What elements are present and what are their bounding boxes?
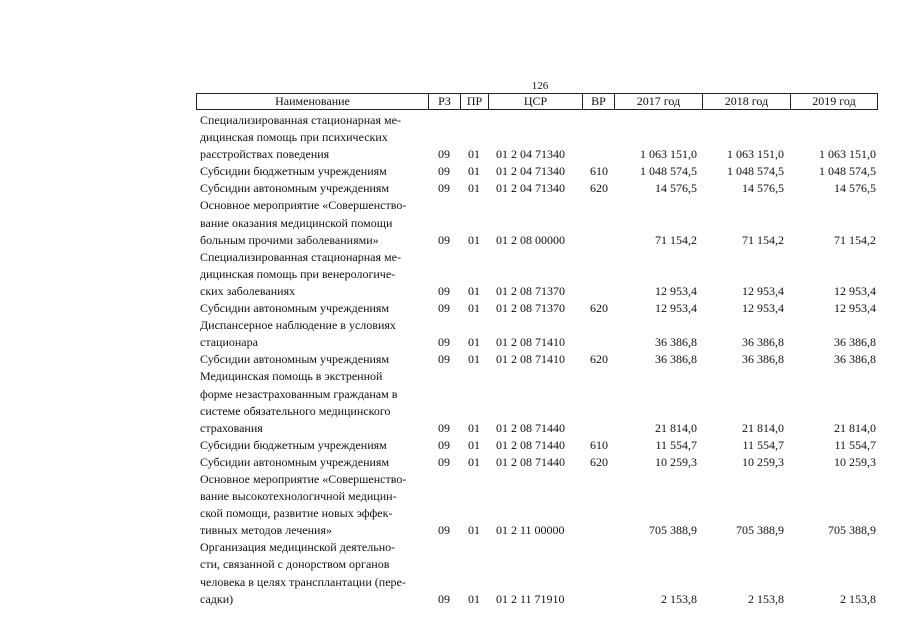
cell-rz: 09 <box>438 335 450 350</box>
row-name-line: больным прочими заболеваниями» <box>200 232 379 247</box>
cell-csr: 01 2 08 71410 <box>496 352 565 367</box>
cell-pr: 01 <box>468 437 480 452</box>
cell-pr: 01 <box>468 301 480 316</box>
cell-csr: 01 2 08 71440 <box>496 454 565 469</box>
row-name <box>200 454 428 471</box>
cell-pr: 01 <box>468 523 480 538</box>
cell-csr: 01 2 08 00000 <box>496 232 565 247</box>
cell-2017: 2 153,8 <box>661 591 697 606</box>
row-name-line: ских заболеваниях <box>200 283 296 298</box>
column-header-2019: 2019 год <box>812 94 856 108</box>
row-name-line: Основное мероприятие «Совершенство- <box>200 471 407 486</box>
cell-2017: 705 388,9 <box>649 523 697 538</box>
cell-pr: 01 <box>468 352 480 367</box>
column-header-2017: 2017 год <box>615 94 703 109</box>
cell-csr: 01 2 08 71370 <box>496 283 565 298</box>
cell-2018: 2 153,8 <box>748 591 784 606</box>
cell-pr: 01 <box>468 454 480 469</box>
table-row <box>200 471 880 539</box>
cell-rz: 09 <box>438 523 450 538</box>
cell-rz: 09 <box>438 283 450 298</box>
cell-pr: 01 <box>468 283 480 298</box>
cell-2019: 36 386,8 <box>834 352 876 367</box>
cell-csr: 01 2 11 71910 <box>496 591 565 606</box>
column-header-rz: РЗ <box>429 94 461 109</box>
row-name <box>200 163 428 180</box>
table-row <box>200 180 880 197</box>
row-name-line: Специализированная стационарная ме- <box>200 113 401 127</box>
cell-pr: 01 <box>468 181 480 196</box>
row-name-line: Субсидии бюджетным учреждениям <box>200 164 387 179</box>
cell-2017: 36 386,8 <box>655 335 697 350</box>
cell-2017: 21 814,0 <box>655 420 697 435</box>
row-name-line: страхования <box>200 420 263 435</box>
column-header-name: Наименование <box>197 94 429 109</box>
cell-2019: 705 388,9 <box>828 523 876 538</box>
cell-2017: 1 048 574,5 <box>640 164 697 179</box>
row-name-line: вание оказания медицинской помощи <box>200 215 393 230</box>
cell-2019: 21 814,0 <box>834 420 876 435</box>
cell-pr: 01 <box>468 232 480 247</box>
row-name-line: ской помощи, развитие новых эффек- <box>200 506 393 521</box>
row-name <box>200 249 428 300</box>
cell-2018: 1 048 574,5 <box>727 164 784 179</box>
cell-pr: 01 <box>468 591 480 606</box>
cell-2018: 36 386,8 <box>742 352 784 367</box>
cell-2018: 10 259,3 <box>742 454 784 469</box>
cell-2019: 1 063 151,0 <box>819 147 876 162</box>
cell-vr: 620 <box>590 181 608 196</box>
row-name-line: стационара <box>200 335 258 350</box>
cell-csr: 01 2 11 00000 <box>496 523 565 538</box>
cell-2019: 11 554,7 <box>834 437 876 452</box>
row-name <box>200 471 428 539</box>
cell-pr: 01 <box>468 420 480 435</box>
cell-pr: 01 <box>468 335 480 350</box>
row-name-line: Субсидии автономным учреждениям <box>200 352 390 367</box>
cell-rz: 09 <box>438 591 450 606</box>
table-row <box>200 317 880 351</box>
cell-2017: 1 063 151,0 <box>640 147 697 162</box>
cell-csr: 01 2 08 71440 <box>496 420 565 435</box>
row-name-line: Субсидии бюджетным учреждениям <box>200 437 387 452</box>
row-name-line: дицинская помощь при психических <box>200 130 388 145</box>
row-name <box>200 437 428 454</box>
table-row <box>200 197 880 248</box>
cell-2018: 12 953,4 <box>742 301 784 316</box>
cell-2019: 36 386,8 <box>834 335 876 350</box>
row-name-line: Субсидии автономным учреждениям <box>200 454 390 469</box>
cell-pr: 01 <box>468 164 480 179</box>
cell-2018: 36 386,8 <box>742 335 784 350</box>
cell-csr: 01 2 04 71340 <box>496 181 565 196</box>
cell-2017: 71 154,2 <box>655 232 697 247</box>
table-body <box>200 112 880 608</box>
cell-rz: 09 <box>438 181 450 196</box>
row-name-line: Основное мероприятие «Совершенство- <box>200 198 407 213</box>
cell-rz: 09 <box>438 232 450 247</box>
cell-rz: 09 <box>438 437 450 452</box>
cell-2017: 14 576,5 <box>655 181 697 196</box>
column-header-csr: ЦСР <box>489 94 583 109</box>
cell-vr: 610 <box>590 437 608 452</box>
row-name <box>200 197 428 248</box>
cell-rz: 09 <box>438 352 450 367</box>
cell-2017: 12 953,4 <box>655 301 697 316</box>
cell-2019: 1 048 574,5 <box>819 164 876 179</box>
table-row <box>200 300 880 317</box>
cell-csr: 01 2 08 71410 <box>496 335 565 350</box>
column-header-pr: ПР <box>461 94 489 109</box>
table-row <box>200 351 880 368</box>
cell-rz: 09 <box>438 301 450 316</box>
row-name-line: расстройствах поведения <box>200 147 330 162</box>
cell-2017: 11 554,7 <box>655 437 697 452</box>
column-header-vr: ВР <box>583 94 615 109</box>
row-name <box>200 368 428 436</box>
cell-2019: 71 154,2 <box>834 232 876 247</box>
cell-csr: 01 2 08 71440 <box>496 437 565 452</box>
row-name <box>200 112 428 163</box>
cell-csr: 01 2 04 71340 <box>496 147 565 162</box>
cell-2018: 705 388,9 <box>736 523 784 538</box>
row-name-line: сти, связанной с донорством органов <box>200 557 390 572</box>
row-name <box>200 351 428 368</box>
cell-csr: 01 2 04 71340 <box>496 164 565 179</box>
row-name-line: дицинская помощь при венерологиче- <box>200 266 396 281</box>
table-row <box>200 112 880 163</box>
cell-2018: 14 576,5 <box>742 181 784 196</box>
cell-rz: 09 <box>438 164 450 179</box>
table-row <box>200 539 880 607</box>
page-number: 126 <box>531 80 549 92</box>
row-name-line: системе обязательного медицинского <box>200 403 391 418</box>
table-row <box>200 249 880 300</box>
cell-2019: 14 576,5 <box>834 181 876 196</box>
cell-rz: 09 <box>438 420 450 435</box>
cell-vr: 620 <box>590 454 608 469</box>
row-name-line: Специализированная стационарная ме- <box>200 249 401 264</box>
row-name-line: Диспансерное наблюдение в условиях <box>200 318 396 333</box>
row-name-line: Субсидии автономным учреждениям <box>200 301 390 316</box>
cell-2019: 2 153,8 <box>840 591 876 606</box>
cell-vr: 610 <box>590 164 608 179</box>
row-name-line: человека в целях трансплантации (пере- <box>200 574 406 589</box>
cell-2018: 1 063 151,0 <box>727 147 784 162</box>
cell-2018: 21 814,0 <box>742 420 784 435</box>
cell-2019: 10 259,3 <box>834 454 876 469</box>
cell-2017: 10 259,3 <box>655 454 697 469</box>
table-row <box>200 163 880 180</box>
row-name <box>200 300 428 317</box>
table-header <box>196 93 878 110</box>
cell-2019: 12 953,4 <box>834 283 876 298</box>
row-name-line: форме незастрахованным гражданам в <box>200 386 398 401</box>
row-name <box>200 317 428 351</box>
column-header-2018: 2018 год <box>703 94 791 109</box>
row-name-line: тивных методов лечения» <box>200 523 332 538</box>
row-name-line: Организация медицинской деятельно- <box>200 540 396 555</box>
table-row <box>200 454 880 471</box>
cell-2018: 11 554,7 <box>742 437 784 452</box>
cell-2017: 36 386,8 <box>655 352 697 367</box>
row-name-line: садки) <box>200 591 234 606</box>
cell-2017: 12 953,4 <box>655 283 697 298</box>
cell-rz: 09 <box>438 147 450 162</box>
cell-csr: 01 2 08 71370 <box>496 301 565 316</box>
row-name-line: вание высокотехнологичной медицин- <box>200 489 397 504</box>
cell-2018: 12 953,4 <box>742 283 784 298</box>
cell-vr: 620 <box>590 352 608 367</box>
table-row <box>200 437 880 454</box>
table-row <box>200 368 880 436</box>
cell-vr: 620 <box>590 301 608 316</box>
row-name-line: Медицинская помощь в экстренной <box>200 369 383 384</box>
cell-pr: 01 <box>468 147 480 162</box>
row-name-line: Субсидии автономным учреждениям <box>200 181 390 196</box>
row-name <box>200 180 428 197</box>
row-name <box>200 539 428 607</box>
cell-rz: 09 <box>438 454 450 469</box>
cell-2019: 12 953,4 <box>834 301 876 316</box>
cell-2018: 71 154,2 <box>742 232 784 247</box>
